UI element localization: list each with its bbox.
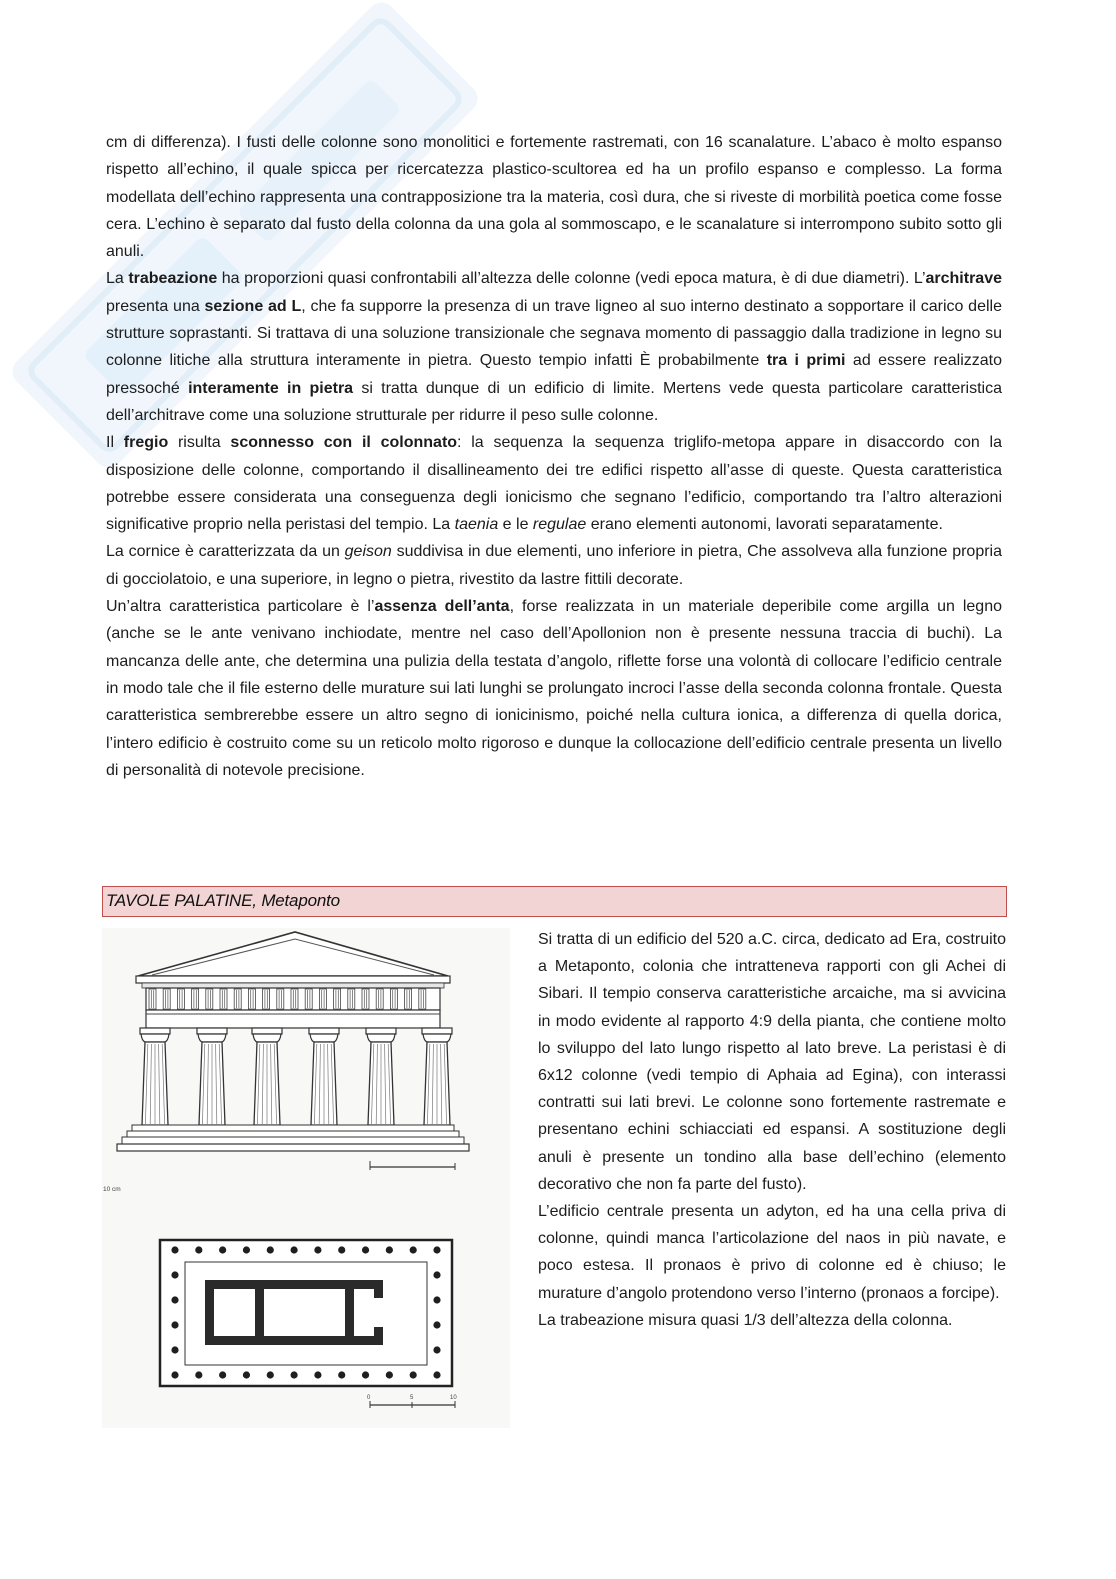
- triglyph: [263, 989, 270, 1009]
- text-run: Il: [106, 434, 124, 452]
- scale-label: 0: [367, 1395, 371, 1401]
- adyton-back-wall: [205, 1280, 214, 1345]
- triglyph-block: [305, 989, 312, 1009]
- adyton-cella-wall: [255, 1280, 264, 1345]
- pediment: [138, 932, 448, 976]
- triglyph-block: [206, 989, 213, 1009]
- triglyph: [305, 989, 312, 1009]
- column-dot: [433, 1346, 440, 1353]
- column-dot: [433, 1321, 440, 1328]
- column-dot: [243, 1371, 250, 1378]
- column-dot: [219, 1246, 226, 1253]
- triglyph: [163, 989, 170, 1009]
- paragraph: [106, 265, 1002, 429]
- triglyph: [291, 989, 298, 1009]
- triglyph-block: [291, 989, 298, 1009]
- side-text-block: [538, 926, 1006, 1334]
- abacus: [366, 1028, 396, 1034]
- triglyph: [234, 989, 241, 1009]
- column: [422, 1028, 452, 1125]
- bold-term: architrave: [925, 270, 1002, 288]
- pronaos-return-top: [374, 1280, 383, 1298]
- section-header: [102, 886, 1007, 917]
- column: [197, 1028, 227, 1125]
- echinus: [367, 1034, 395, 1042]
- text-run: La: [106, 270, 129, 288]
- italic-term: geison: [344, 543, 392, 561]
- triglyph-block: [220, 989, 227, 1009]
- text-run: si tratta dunque di un edificio di limite. Mertens vede questa particolare caratteristica dell’architrave come una soluzione strutturale per ridurre il peso sulle colonne.: [106, 379, 1003, 424]
- cella-wall-top: [205, 1280, 383, 1289]
- triglyph: [277, 989, 284, 1009]
- triglyph: [149, 989, 156, 1009]
- bold-term: trabeazione: [128, 270, 218, 288]
- text-run: presenta una: [106, 297, 205, 315]
- column-dot: [171, 1321, 178, 1328]
- column-dot: [338, 1371, 345, 1378]
- triglyph-block: [405, 989, 412, 1009]
- triglyph: [376, 989, 383, 1009]
- temple-elevation: [103, 932, 469, 1193]
- column-dot: [219, 1371, 226, 1378]
- bold-term: fregio: [123, 434, 169, 452]
- column-dot: [410, 1246, 417, 1253]
- triglyph-block: [192, 989, 199, 1009]
- abacus: [140, 1028, 170, 1034]
- colonnade: [140, 1028, 452, 1125]
- triglyph-block: [334, 989, 341, 1009]
- triglyph: [206, 989, 213, 1009]
- column: [252, 1028, 282, 1125]
- text-run: e le: [498, 516, 533, 534]
- paragraph: [106, 538, 1002, 593]
- echinus: [310, 1034, 338, 1042]
- cella-wall-bottom: [205, 1336, 383, 1345]
- echinus: [141, 1034, 169, 1042]
- paragraph: [106, 593, 1002, 784]
- text-run: erano elementi autonomi, lavorati separatamente.: [586, 516, 943, 534]
- column-dot: [195, 1246, 202, 1253]
- stylobate-step: [122, 1137, 464, 1144]
- paragraph: [106, 129, 1002, 265]
- section-title: TAVOLE PALATINE, Metaponto: [106, 891, 340, 910]
- column-dot: [195, 1371, 202, 1378]
- triglyph-block: [163, 989, 170, 1009]
- column-dot: [410, 1371, 417, 1378]
- elevation-scale-bar: [370, 1161, 455, 1170]
- column-dot: [433, 1371, 440, 1378]
- column-dot: [314, 1371, 321, 1378]
- triglyph-block: [390, 989, 397, 1009]
- triglyph-block: [177, 989, 184, 1009]
- text-run: suddivisa in due elementi, uno inferiore in pietra, Che assolveva alla funzione propria di gocciolatoio, e una superiore, in legno o pietra, rivestito da lastre fittili decorate.: [106, 543, 1003, 588]
- text-run: Un’altra caratteristica particolare è l’: [106, 598, 375, 616]
- column-dot: [171, 1246, 178, 1253]
- scale-label: 5: [410, 1395, 414, 1401]
- column-dot: [290, 1246, 297, 1253]
- abacus: [309, 1028, 339, 1034]
- echinus: [198, 1034, 226, 1042]
- column-dot: [386, 1246, 393, 1253]
- text-run: ad essere realizzato pressoché: [106, 352, 1003, 397]
- column-dot: [171, 1346, 178, 1353]
- column-dot: [386, 1371, 393, 1378]
- triglyph-block: [248, 989, 255, 1009]
- paragraph: La trabeazione misura quasi 1/3 dell’altezza della colonna.: [538, 1311, 953, 1329]
- main-text-block: [106, 129, 1002, 784]
- column: [309, 1028, 339, 1125]
- stylobate-step: [127, 1131, 459, 1137]
- paragraph: [106, 429, 1002, 538]
- stylobate-step: [117, 1144, 469, 1151]
- triglyph-block: [319, 989, 326, 1009]
- pronaos-return-bottom: [374, 1327, 383, 1345]
- italic-term: regulae: [532, 516, 587, 534]
- cella-pronaos-wall: [345, 1280, 354, 1345]
- column-dot: [362, 1371, 369, 1378]
- text-run: , forse realizzata in un materiale deperibile come argilla un legno (anche se le ante venivano inchiodate, mentre nel caso dell’Apollonion non è presente nessuna traccia di buchi). La mancanza delle ante, che determina una pulizia della testata d’angolo, riflette forse una volontà di collocare l’edificio centrale in modo tale che il file esterno delle murature sui lati lunghi se prolungato incroci l’asse della seconda colonna frontale. Questa caratteristica sembrerebbe essere un altro segno di ionicinismo, poiché nella cultura ionica, a differenza di quella dorica, l’intero edificio è costruito come su un reticolo molto rigoroso e dunque la collocazione dell’edificio centrale presenta un livello di personalità di notevole precisione.: [106, 598, 1003, 779]
- triglyph: [319, 989, 326, 1009]
- triglyph: [362, 989, 369, 1009]
- triglyph-block: [376, 989, 383, 1009]
- column-dot: [338, 1246, 345, 1253]
- column-dot: [267, 1371, 274, 1378]
- column-dot: [433, 1246, 440, 1253]
- column-dot: [433, 1296, 440, 1303]
- text-run: risulta: [168, 434, 231, 452]
- column-dot: [362, 1246, 369, 1253]
- triglyph: [348, 989, 355, 1009]
- column: [140, 1028, 170, 1125]
- triglyph: [405, 989, 412, 1009]
- abacus: [197, 1028, 227, 1034]
- column-dot: [243, 1246, 250, 1253]
- triglyph-block: [362, 989, 369, 1009]
- bold-term: tra i primi: [766, 352, 846, 370]
- temple-plan: [160, 1240, 457, 1408]
- text-run: : la sequenza la sequenza triglifo-metopa appare in disaccordo con la disposizione delle colonne, comportando il disallineamento dei tre edifici rispetto all’asse di queste. Questa caratteristica potrebbe essere considerata una conseguenza degli ionicismo che segnano l’edificio, comportando tra l’altro alterazioni significative proprio nella peristasi del tempio. La: [106, 434, 1003, 534]
- column-dot: [171, 1271, 178, 1278]
- column-dot: [171, 1371, 178, 1378]
- temple-figure: [102, 928, 510, 1428]
- abacus: [422, 1028, 452, 1034]
- bold-term: sezione ad L: [204, 297, 302, 315]
- triglyph: [248, 989, 255, 1009]
- triglyph-block: [419, 989, 426, 1009]
- triglyph-block: [348, 989, 355, 1009]
- italic-term: taenia: [454, 516, 499, 534]
- column-dot: [433, 1271, 440, 1278]
- cornice-band: [142, 983, 444, 988]
- column: [366, 1028, 396, 1125]
- plan-scale-bar: [367, 1395, 457, 1408]
- echinus: [423, 1034, 451, 1042]
- text-run: ha proporzioni quasi confrontabili all’altezza delle colonne (vedi epoca matura, è di due diametri). L’: [217, 270, 926, 288]
- text-run: , che fa supporre la presenza di un trave ligneo al suo interno destinato a sopportare il carico delle strutture soprastanti. Si trattava di una soluzione transizionale che segnava momento di passaggio dalla tradizione in legno su colonne litiche alla struttura interamente in pietra. Questo tempio infatti È probabilmente: [106, 297, 1002, 370]
- triglyph-block: [263, 989, 270, 1009]
- bold-term: interamente in pietra: [188, 379, 354, 397]
- triglyph: [419, 989, 426, 1009]
- column-dot: [290, 1371, 297, 1378]
- bold-term: sconnesso con il colonnato: [230, 434, 458, 452]
- text-run: La cornice è caratterizzata da un: [106, 543, 345, 561]
- column-dot: [267, 1246, 274, 1253]
- bold-term: assenza dell’anta: [374, 598, 510, 616]
- echinus: [253, 1034, 281, 1042]
- cornice: [136, 976, 450, 983]
- abacus: [252, 1028, 282, 1034]
- triglyph-block: [277, 989, 284, 1009]
- triglyph: [192, 989, 199, 1009]
- stylobate-step: [132, 1125, 454, 1131]
- column-dot: [171, 1296, 178, 1303]
- paragraph: L’edificio centrale presenta un adyton, ed ha una cella priva di colonne, quindi manca l’articolazione del naos in più navate, e poco estesa. Il pronaos è privo di colonne ed è chiuso; le murature d’angolo protendono verso l’interno (pronaos a forcipe).: [538, 1203, 1006, 1302]
- triglyph: [390, 989, 397, 1009]
- triglyph-block: [149, 989, 156, 1009]
- triglyph: [220, 989, 227, 1009]
- architrave: [146, 1010, 440, 1028]
- scale-label: 10: [450, 1395, 457, 1401]
- triglyph-block: [234, 989, 241, 1009]
- triglyph: [177, 989, 184, 1009]
- elevation-scale-label: 10 cm: [103, 1186, 121, 1193]
- text-run: cm di differenza). I fusti delle colonne sono monolitici e fortemente rastremati, con 16 scanalature. L’abaco è molto espanso rispetto all’echino, il quale spicca per ricercatezza plastico-scultorea ed ha un profilo espanso e complesso. La forma modellata dell’echino rappresenta una contrapposizione tra la materia, così dura, che si riveste di morbilità poetica come fosse cera. L’echino è separato dal fusto della colonna da una gola al sommoscapo, e le scanalature si interrompono subito sotto gli anuli.: [106, 134, 1002, 261]
- temple-drawing: [102, 928, 510, 1428]
- triglyph: [334, 989, 341, 1009]
- column-dot: [314, 1246, 321, 1253]
- paragraph: Si tratta di un edificio del 520 a.C. circa, dedicato ad Era, costruito a Metaponto, colonia che intratteneva rapporti con gli Achei di Sibari. Il tempio conserva caratteristiche arcaiche, ma si avvicina in modo evidente al rapporto 4:9 della pianta, che contiene molto lo sviluppo del lato lungo rispetto al lato breve. La peristasi è di 6x12 colonne (vedi tempio di Aphaia ad Egina), con interassi contratti sui lati brevi. Le colonne sono fortemente rastremate e presentano echini schiacciati ed espansi. A sostituzione degli anuli è presente un tondino alla base dell’echino (elemento decorativo che non fa parte del fusto).: [538, 931, 1006, 1193]
